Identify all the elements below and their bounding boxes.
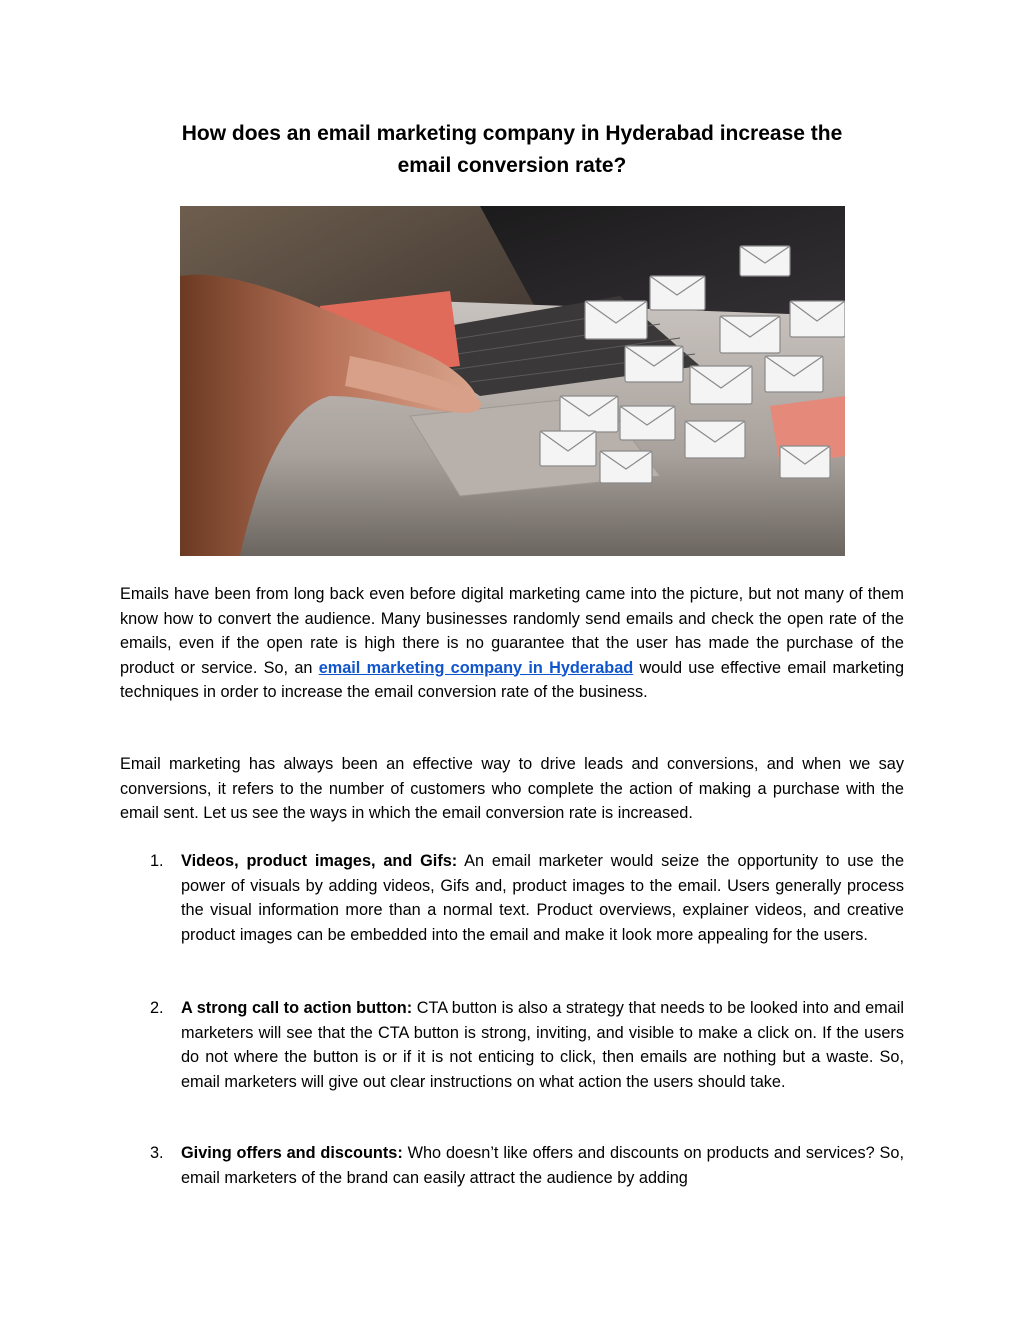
- conversions-paragraph: Email marketing has always been an effective way to drive leads and conversions, and when we say conversions, it refers to the number of customers who complete the action of making a purchase with the email sent. Let us see the ways in which the email conversion rate is increased.: [120, 755, 904, 822]
- page-title-line2: email conversion rate?: [397, 154, 627, 177]
- list-item-text: Who doesn’t like offers and discounts on products and services? So, email marketers of the brand can easily attract the audience by adding: [181, 1144, 904, 1187]
- intro-text-before-link: Emails have been from long back even before digital marketing came into the picture, but not many of them know how to convert the audience. Many businesses randomly send emails and check the open rate of the emails, even if the open rate is high there is no guarantee that the user has made the purchase of the product or service. So, an: [120, 585, 904, 677]
- list-item-number: 2.: [150, 999, 164, 1017]
- intro-text-after-link: would use effective email marketing techniques in order to increase the email conversion rate of the business.: [120, 658, 905, 701]
- hero-image-email-laptop: [180, 206, 845, 556]
- list-item-text: An email marketer would seize the opportunity to use the power of visuals by adding videos, Gifs and, product images to the email. Users generally process the visual information more than a normal text. Product overviews, explainer videos, and creative product images can be embedded into the email and make it look more appealing for the users.: [181, 852, 904, 944]
- list-item: [120, 996, 904, 1094]
- list-item: [120, 1141, 904, 1190]
- list-item-body: [181, 996, 904, 1094]
- page-title: [120, 118, 904, 182]
- list-item-heading: Videos, product images, and Gifs:: [181, 852, 458, 870]
- list-item-body: [181, 849, 904, 947]
- page-title-line1: How does an email marketing company in Hyderabad increase the: [181, 122, 843, 145]
- list-item-body: [181, 1141, 904, 1190]
- list-item-text: CTA button is also a strategy that needs to be looked into and email marketers will see that the CTA button is strong, inviting, and visible to make a click on. If the users do not where the button is or if it is not enticing to click, then emails are nothing but a waste. So, email marketers will give out clear instructions on what action the users should take.: [181, 999, 905, 1091]
- list-item-heading: Giving offers and discounts:: [181, 1144, 403, 1162]
- list-item: [120, 849, 904, 947]
- list-item-number: 3.: [150, 1144, 164, 1162]
- list-item-number: 1.: [150, 852, 164, 870]
- intro-paragraph: [120, 582, 904, 705]
- list-item-heading: A strong call to action button:: [181, 999, 413, 1017]
- email-marketing-company-link[interactable]: email marketing company in Hyderabad: [318, 658, 634, 677]
